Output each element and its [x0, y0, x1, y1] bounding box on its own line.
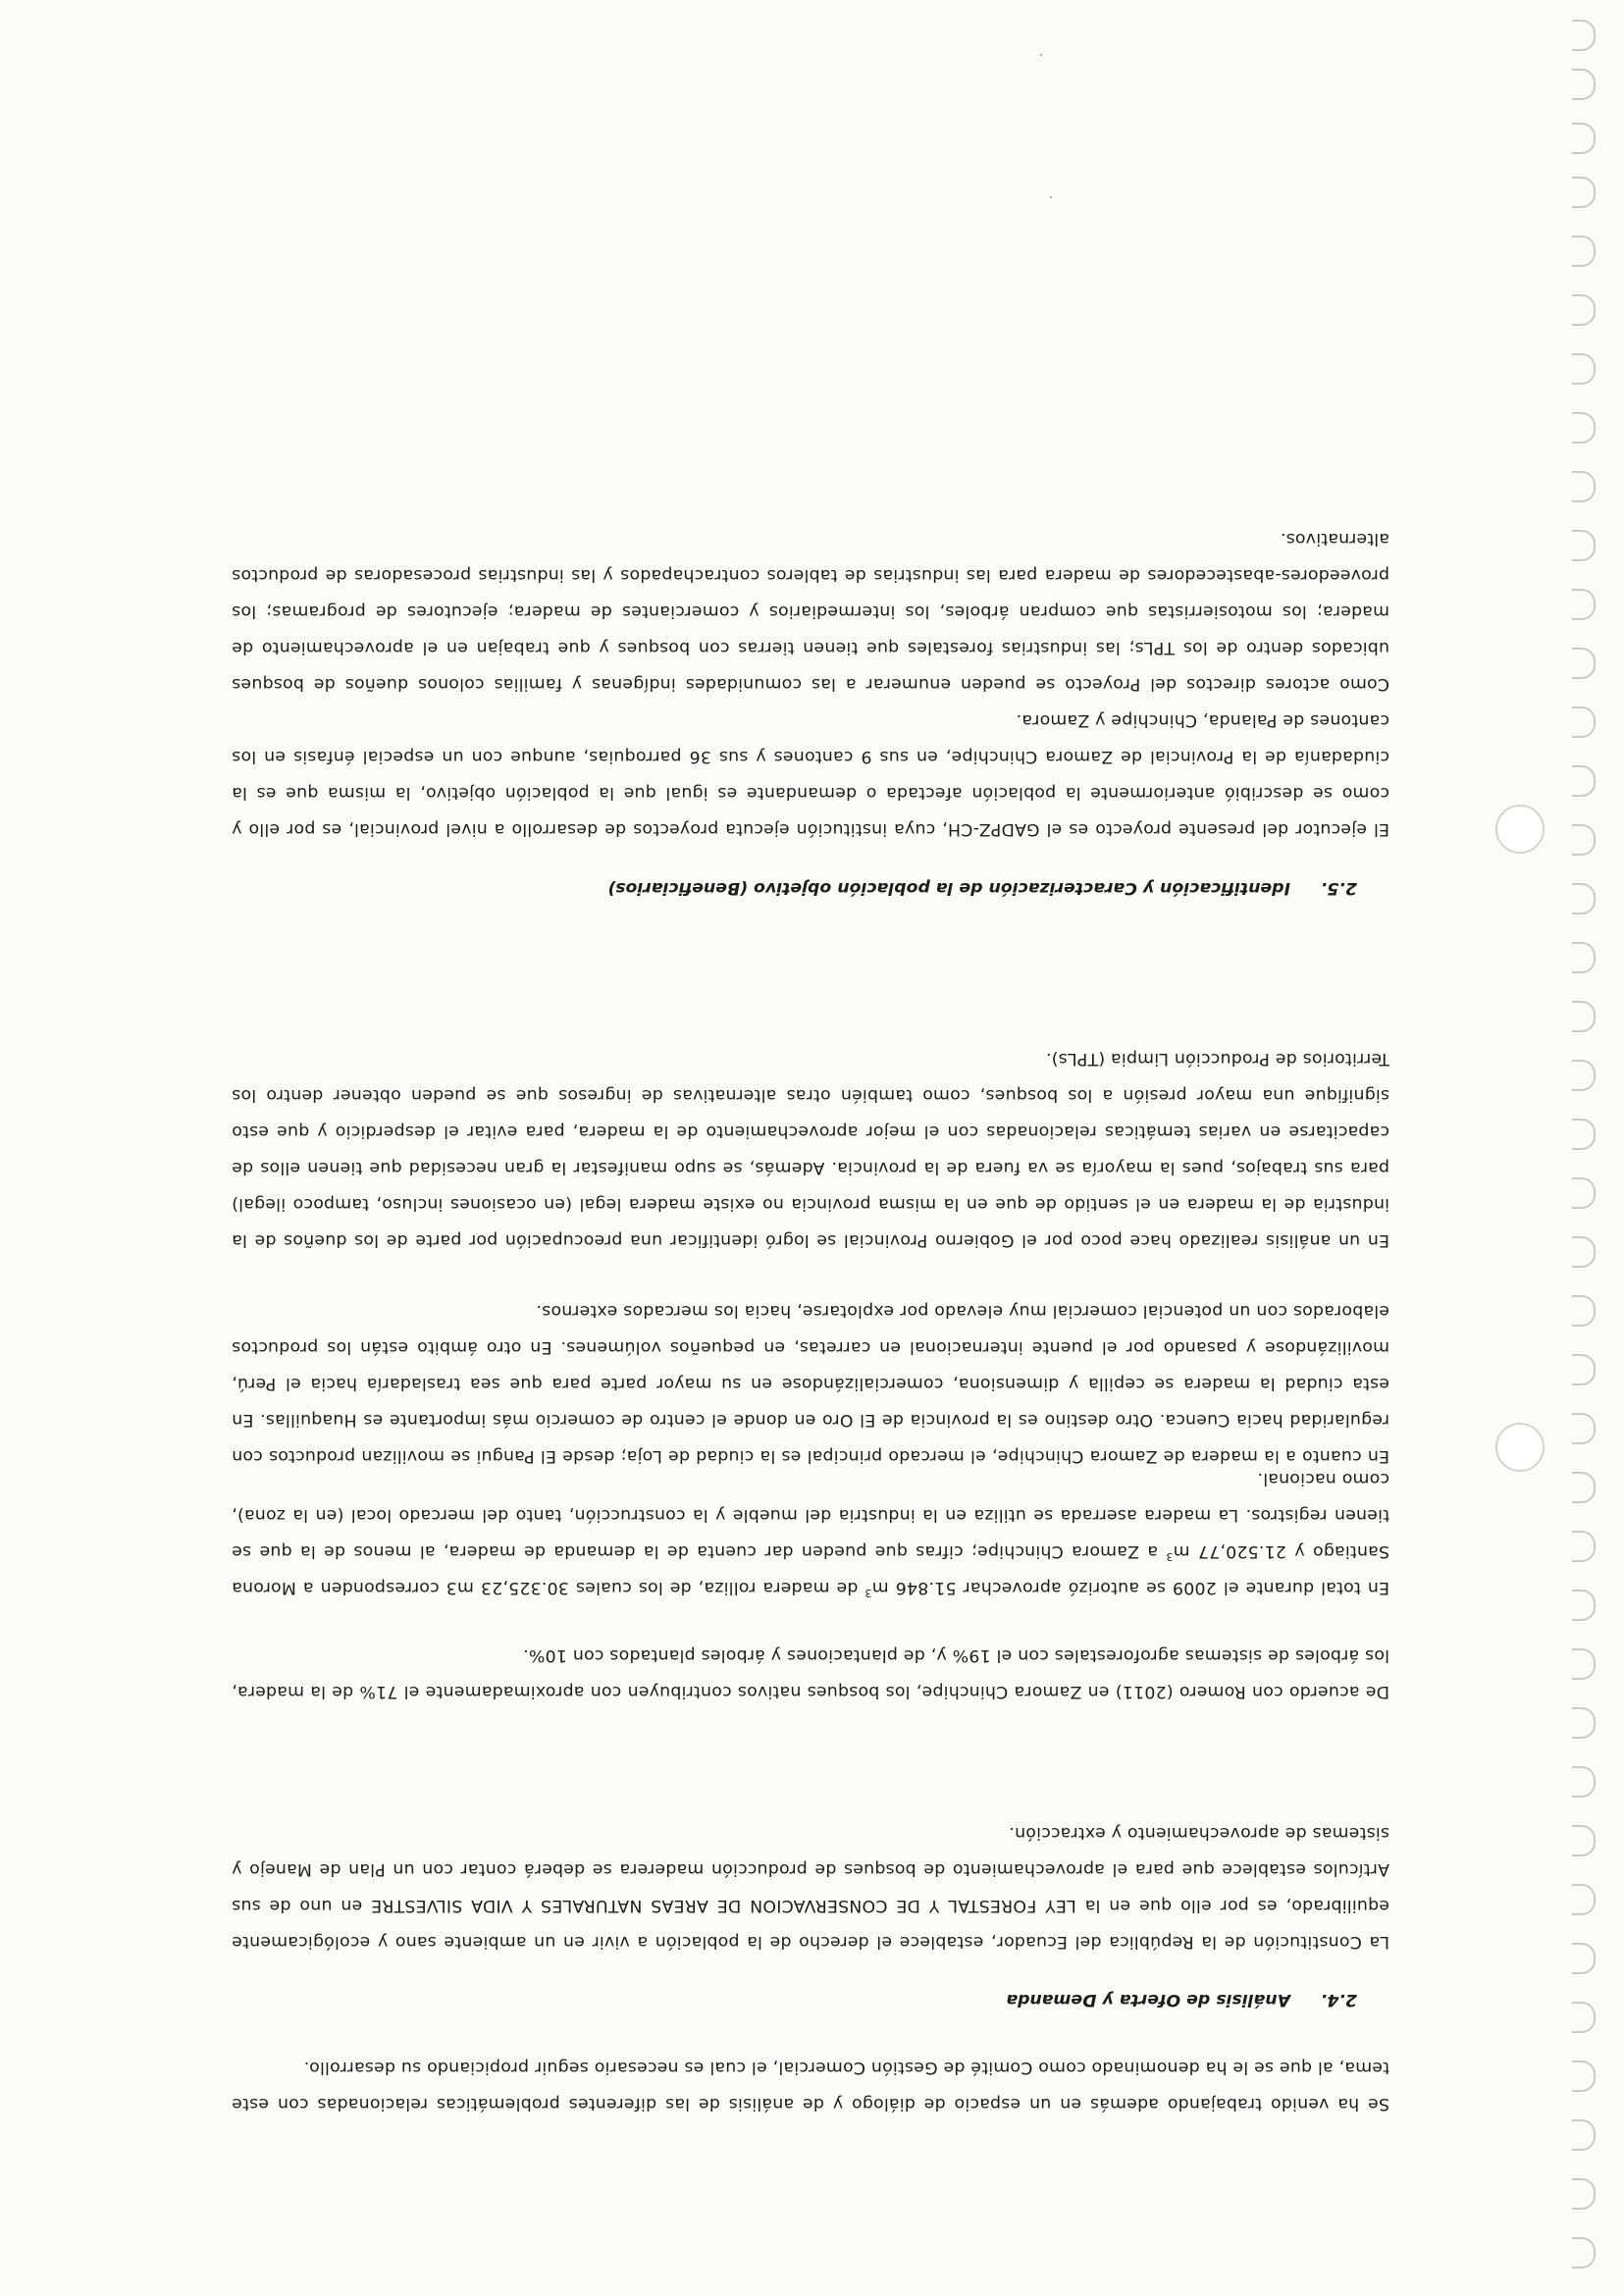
binding-hole	[1572, 1413, 1596, 1444]
section-number: 2.4.	[1320, 1990, 1357, 2009]
paragraph-analisis: En un análisis realizado hace poco por el Gobierno Provincial se logró identificar una preocupación por parte de los dueños de la industria de la madera en el sentido de que en la misma provincia no existe madera legal (en ocasiones incluso, tampoco ilegal) para sus trabajos, pues la mayoría se va fuera de la provincia. Además, se supo manifestar la gran necesidad que tienen ellos de capacitarse en varias temáticas relacionadas con el mejor aprovechamiento de la madera, para evitar el desperdicio y que esto signifique una mayor presión a los bosques, como también otras alternativas de ingresos que se pueden obtener dentro los Territorios de Producción Limpia (TPLs).	[232, 1049, 1389, 1250]
binding-hole	[1572, 1943, 1596, 1974]
binding-hole	[1572, 1531, 1596, 1562]
binding-hole	[1572, 824, 1596, 856]
punch-hole-top	[1495, 1423, 1544, 1472]
p4-text-b: de madera rolliza, de los cuales 30.325,23 m3 corresponden a Morona Santiago y 21.520,77 m	[232, 1541, 1389, 1597]
binding-hole	[1572, 2237, 1596, 2269]
section-title: Identificación y Caracterización de la población objetivo (Beneficiarios)	[607, 878, 1290, 898]
binding-hole	[1572, 1236, 1596, 1268]
binding-hole	[1572, 69, 1596, 100]
binding-hole	[1572, 1766, 1596, 1798]
binding-hole	[1572, 2061, 1596, 2092]
binding-hole	[1572, 235, 1596, 267]
paragraph-romero: De acuerdo con Romero (2011) en Zamora Chinchipe, los bosques nativos contribuyen con aproximadamente el 71% de la madera, los árboles de sistemas agroforestales con el 19% y, de plantaciones y árboles plantados con 10%.	[232, 1645, 1389, 1701]
binding-hole	[1572, 294, 1596, 326]
scan-speck	[1050, 196, 1052, 198]
binding-hole	[1572, 1884, 1596, 1915]
binding-hole	[1572, 2119, 1596, 2151]
superscript-3: 3	[864, 1586, 872, 1599]
p4-text-c: a Zamora Chinchipe; cifras que pueden dar cuenta de la demanda de madera, al menos de la que se tienen registros. La madera aserrada se utiliza en la industria del mueble y la construcción, tanto del mercado local (en la zona), como nacional.	[232, 1469, 1389, 1561]
scan-speck	[1040, 54, 1042, 56]
paragraph-total-2009	[232, 1460, 1389, 1605]
binding-hole	[1572, 1590, 1596, 1621]
binding-hole	[1572, 1001, 1596, 1032]
paragraph-ejecutor: El ejecutor del presente proyecto es el GADPZ-CH, cuya institución ejecuta proyectos de desarrollo a nivel provincial, es por ello y como se describió anteriormente la población afectada o demandante es igual que la población objetivo, la misma que es la ciudadanía de la Provincial de Zamora Chinchipe, en sus 9 cantones y sus 36 parroquias, aunque con un especial énfasis en los cantones de Palanda, Chinchipe y Zamora.	[232, 710, 1389, 839]
section-heading-2-4	[232, 1981, 1389, 2017]
binding-hole	[1572, 2002, 1596, 2033]
binding-hole	[1572, 1060, 1596, 1091]
superscript-3: 3	[1166, 1549, 1174, 1563]
binding-hole	[1572, 942, 1596, 973]
binding-hole	[1572, 706, 1596, 738]
binding-hole	[1572, 2178, 1596, 2210]
paragraph-constitucion: La Constitución de la República del Ecuador, establece el derecho de la población a vivir en un ambiente sano y ecológicamente equilibrado, es por ello que en la LEY FORESTAL Y DE CONSERVACION DE AREAS NATURALES Y VIDA SILVESTRE en uno de sus Artículos establece que para el aprovechamiento de bosques de producción maderera se deberá contar con un Plan de Manejo y sistemas de aprovechamiento y extracción.	[232, 1823, 1389, 1952]
binding-hole	[1572, 1295, 1596, 1327]
section-number: 2.5.	[1320, 878, 1357, 898]
binding-hole	[1572, 1177, 1596, 1209]
binding-hole	[1572, 1648, 1596, 1680]
paragraph-mercado: En cuanto a la madera de Zamora Chinchipe, el mercado principal es la ciudad de Loja; desde El Pangui se movilizan productos con regularidad hacia Cuenca. Otro destino es la provincia de El Oro en donde el centro de comercio más importante es Huaquillas. En esta ciudad la madera se cepilla y dimensiona, comercializándose en su mayor parte para que sea trasladaría hacia el Perú, movilizándose y pasando por el puente internacional en carretas, en pequeños volúmenes. En otro ámbito están los productos elaborados con un potencial comercial muy elevado por explotarse, hacia los mercados externos.	[232, 1301, 1389, 1466]
binding-hole	[1572, 1354, 1596, 1385]
binding-hole	[1572, 1472, 1596, 1503]
binding-hole	[1572, 412, 1596, 444]
binding-hole	[1572, 1707, 1596, 1739]
punch-hole-bottom	[1495, 805, 1544, 854]
binding-hole	[1572, 177, 1596, 208]
paragraph-actores: Como actores directos del Proyecto se pueden enumerar a las comunidades indígenas y familias colonos dueños de bosques ubicados dentro de los TPLs; las industrias forestales que tienen tierras con bosques y que trabajan en el aprovechamiento de madera; los motosierristas que compran árboles, los intermediarios y comerciantes de madera; ejecutores de programas; los proveedores-abastecedores de madera para las industrias de tableros contrachapados y las industrias procesadoras de productos alternativos.	[232, 529, 1389, 694]
section-heading-2-5	[232, 869, 1389, 906]
binding-hole	[1572, 765, 1596, 797]
paragraph-comite: Se ha venido trabajando además en un espacio de diálogo y de análisis de las diferentes problemáticas relacionadas con este tema, al que se le ha denominado como Comité de Gestión Comercial, el cual es necesario seguir propiciando su desarrollo.	[232, 2058, 1389, 2113]
binding-holes	[1564, 0, 1623, 2296]
binding-hole	[1572, 648, 1596, 679]
binding-hole	[1572, 530, 1596, 561]
binding-hole	[1572, 471, 1596, 502]
binding-hole	[1572, 353, 1596, 385]
binding-hole	[1572, 589, 1596, 620]
p4-text-a: En total durante el 2009 se autorizó aprovechar 51.846 m	[871, 1578, 1389, 1597]
binding-hole	[1572, 1119, 1596, 1150]
binding-hole	[1572, 883, 1596, 914]
binding-hole	[1572, 20, 1596, 51]
section-title: Análisis de Oferta y Demanda	[1006, 1990, 1290, 2009]
binding-hole	[1572, 1825, 1596, 1856]
binding-hole	[1572, 123, 1596, 154]
